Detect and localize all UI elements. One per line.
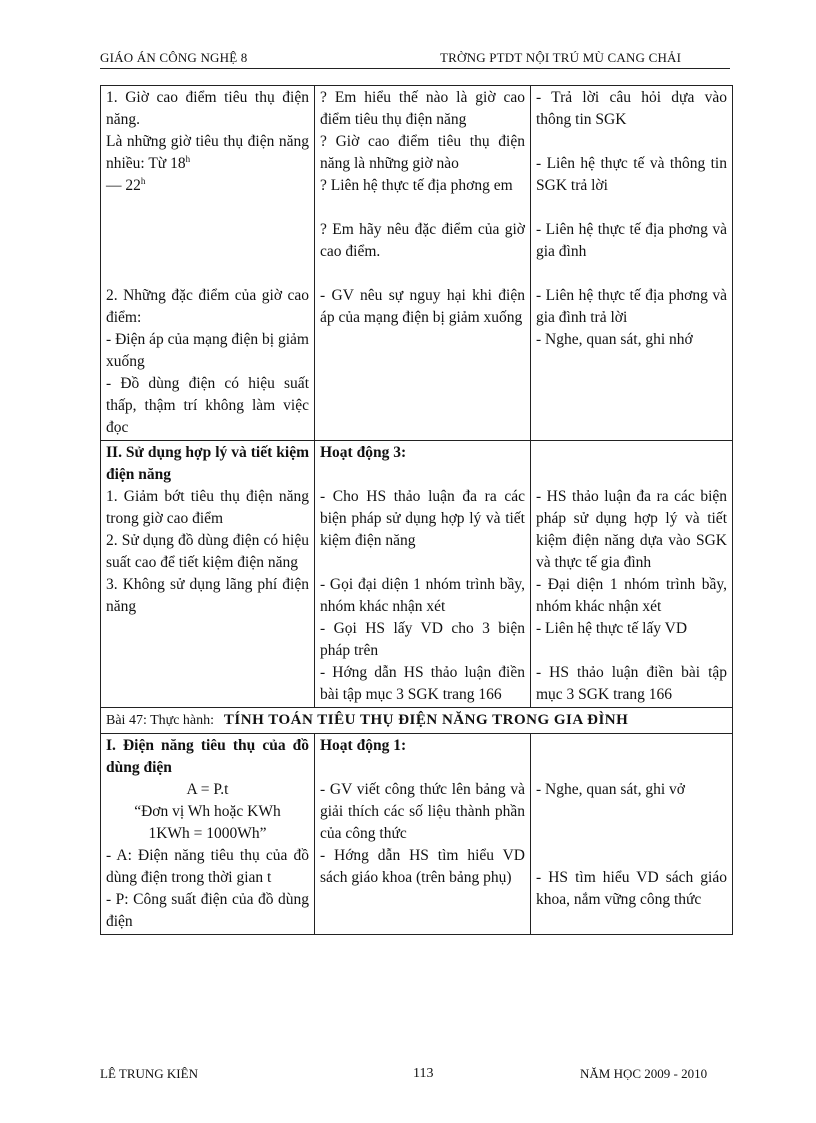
section-title: II. Sử dụng hợp lý và tiết kiệm điện năng <box>106 444 309 483</box>
paragraph: - Liên hệ thực tế và thông tin SGK trả lời <box>536 155 727 194</box>
content-cell <box>101 441 315 708</box>
paragraph: - Liên hệ thực tế địa phơng và gia đình <box>536 221 727 260</box>
teacher-activity-cell <box>315 86 531 441</box>
paragraph: - Liên hệ thực tế lấy VD <box>536 620 688 637</box>
superscript: h <box>140 175 146 186</box>
student-activity-cell <box>531 86 733 441</box>
section-heading: 2. Những đặc điểm của giờ cao điểm: <box>106 287 309 326</box>
paragraph-text: — 22 <box>106 177 141 194</box>
paragraph: - Liên hệ thực tế địa phơng và gia đình trả lời <box>536 287 727 326</box>
paragraph: - Gọi đại diện 1 nhóm trình bầy, nhóm khác nhận xét <box>320 576 525 615</box>
header-left: GIÁO ÁN CÔNG NGHỆ 8 <box>100 50 248 65</box>
content-cell <box>101 86 315 441</box>
section-title: I. Điện năng tiêu thụ của đồ dùng điện <box>106 737 309 776</box>
paragraph <box>106 131 309 175</box>
lesson-number: Bài 47: Thực hành: <box>106 713 215 728</box>
paragraph: - Hớng dẫn HS thảo luận điền bài tập mục 3 SGK trang 166 <box>320 664 525 703</box>
lesson-title: TÍNH TOÁN TIÊU THỤ ĐIỆN NĂNG TRONG GIA ĐÌNH <box>223 712 629 728</box>
paragraph: 3. Không sử dụng lãng phí điện năng <box>106 576 309 615</box>
paragraph: 2. Sử dụng đồ dùng điện có hiệu suất cao để tiết kiệm điện năng <box>106 532 309 571</box>
paragraph: - Đồ dùng điện có hiệu suất thấp, thậm trí không làm việc đọc <box>106 375 309 436</box>
header-right: TRỜNG PTDT NỘI TRÚ MÙ CANG CHẢI <box>440 50 682 65</box>
teacher-activity-cell <box>315 734 531 935</box>
paragraph: ? Em hiểu thế nào là giờ cao điểm tiêu thụ điện năng <box>320 89 525 128</box>
page-number: 113 <box>413 1066 434 1081</box>
paragraph: ? Liên hệ thực tế địa phơng em <box>320 177 513 194</box>
activity-title: Hoạt động 1: <box>320 737 407 754</box>
paragraph: - HS tìm hiểu VD sách giáo khoa, nắm vững công thức <box>536 869 727 908</box>
paragraph: - GV nêu sự nguy hại khi điện áp của mạng điện bị giảm xuống <box>320 287 525 326</box>
paragraph: - Cho HS thảo luận đa ra các biện pháp sử dụng hợp lý và tiết kiệm điện năng <box>320 488 525 549</box>
table-row <box>101 734 733 935</box>
paragraph: - GV viết công thức lên bảng và giải thích các số liệu thành phần của công thức <box>320 781 525 842</box>
table-row <box>101 708 733 734</box>
paragraph: - HS thảo luận đa ra các biện pháp sử dụng hợp lý và tiết kiệm điện năng dựa vào SGK và thực tế gia đình <box>536 488 727 571</box>
paragraph: - Gọi HS lấy VD cho 3 biện pháp trên <box>320 620 525 659</box>
paragraph-text: Là những giờ tiêu thụ điện năng nhiều: Từ 18 <box>106 133 309 172</box>
lesson-title-cell <box>101 708 733 734</box>
formula: A = P.t <box>186 781 229 798</box>
footer-author: LÊ TRUNG KIÊN <box>100 1066 198 1081</box>
student-activity-cell <box>531 734 733 935</box>
superscript: h <box>185 153 191 164</box>
paragraph: - Đại diện 1 nhóm trình bầy, nhóm khác nhận xét <box>536 576 727 615</box>
section-heading: 1. Giờ cao điểm tiêu thụ điện năng. <box>106 89 309 128</box>
table-row <box>101 86 733 441</box>
paragraph: - Điện áp của mạng điện bị giảm xuống <box>106 331 309 370</box>
paragraph: ? Em hãy nêu đặc điểm của giờ cao điểm. <box>320 221 525 260</box>
unit-conversion: 1KWh = 1000Wh” <box>148 825 267 842</box>
student-activity-cell <box>531 441 733 708</box>
paragraph: - P: Công suất điện của đồ dùng điện <box>106 891 309 930</box>
header-divider <box>100 68 730 69</box>
table-row <box>101 441 733 708</box>
lesson-plan-table <box>100 85 733 935</box>
paragraph <box>106 175 309 197</box>
paragraph: - Hớng dẫn HS tìm hiểu VD sách giáo khoa (trên bảng phụ) <box>320 847 525 886</box>
paragraph: - HS thảo luận điền bài tập mục 3 SGK trang 166 <box>536 664 727 703</box>
paragraph: 1. Giảm bớt tiêu thụ điện năng trong giờ cao điểm <box>106 488 309 527</box>
footer-school-year: NĂM HỌC 2009 - 2010 <box>580 1066 708 1081</box>
paragraph: - Nghe, quan sát, ghi vở <box>536 781 685 798</box>
paragraph: - Trả lời câu hỏi dựa vào thông tin SGK <box>536 89 727 128</box>
paragraph: ? Giờ cao điểm tiêu thụ điện năng là những giờ nào <box>320 133 525 172</box>
content-cell <box>101 734 315 935</box>
paragraph: - A: Điện năng tiêu thụ của đồ dùng điện trong thời gian t <box>106 847 309 886</box>
paragraph: - Nghe, quan sát, ghi nhớ <box>536 331 693 348</box>
activity-title: Hoạt động 3: <box>320 444 407 461</box>
unit-note: “Đơn vị Wh hoặc KWh <box>134 803 281 820</box>
teacher-activity-cell <box>315 441 531 708</box>
